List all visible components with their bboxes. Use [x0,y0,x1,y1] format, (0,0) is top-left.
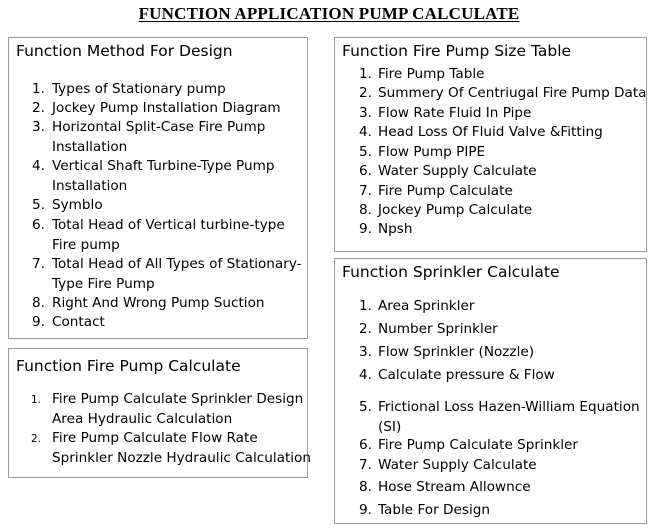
sprinkler-item-text: (SI) [378,418,402,435]
design-item-number: 4. [32,158,45,174]
sprinkler-item-number: 1. [359,298,372,314]
fire-calc-item-text: Sprinkler Nozzle Hydraulic Calculation [52,449,311,466]
design-item-text: Right And Wrong Pump Suction [52,295,265,311]
sprinkler-item-number: 9. [359,502,372,518]
size-table-item-number: 5. [359,144,372,160]
design-item-text: Symblo [52,197,103,213]
design-item-number: 8. [32,295,45,311]
design-item-number: 7. [32,256,45,272]
page-title: FUNCTION APPLICATION PUMP CALCULATE [138,4,520,23]
fire-calc-item-text: Fire Pump Calculate Flow Rate [52,430,258,446]
size-table-item-text: Flow Rate Fluid In Pipe [378,105,532,121]
fire-calc-item-number: 1. [30,394,41,406]
size-table-item-text: Water Supply Calculate [378,163,537,179]
fire-calc-item-text: Area Hydraulic Calculation [52,410,233,427]
design-item-text: Fire pump [52,236,120,253]
size-table-item-number: 4. [359,124,372,140]
size-table-item-number: 6. [359,163,372,179]
fire-calc-item-text: Fire Pump Calculate Sprinkler Design [52,391,304,407]
size-table-item-number: 2. [359,85,372,101]
size-table-item-text: Fire Pump Table [378,66,485,82]
sprinkler-item-number: 7. [359,457,372,473]
size-box-title: Function Fire Pump Size Table [342,42,572,60]
size-table-item-number: 3. [359,105,372,121]
design-item-text: Type Fire Pump [52,275,155,292]
sprinkler-item-number: 5. [359,399,372,415]
sprinkler-item-text: Calculate pressure & Flow [378,367,555,383]
sprinkler-item-number: 8. [359,479,372,495]
size-table-item-text: Fire Pump Calculate [378,183,513,199]
size-table-item-number: 9. [359,221,372,237]
size-box [334,37,647,252]
sprinkler-item-number: 4. [359,367,372,383]
fire-calc-box-title: Function Fire Pump Calculate [16,357,241,375]
sprinkler-item-text: Water Supply Calculate [378,457,537,473]
size-table-item-text: Jockey Pump Calculate [378,202,533,218]
fire-calc-item-number: 2. [30,433,41,445]
sprinkler-item-text: Area Sprinkler [378,298,475,314]
sprinkler-item-number: 3. [359,344,372,360]
size-table-item-number: 7. [359,183,372,199]
fire-calc-box [8,348,311,478]
sprinkler-item-text: Hose Stream Allownce [378,479,531,495]
sprinkler-item-text: Frictional Loss Hazen-William Equation [378,399,640,415]
sprinkler-item-text: Flow Sprinkler (Nozzle) [378,344,535,360]
design-item-text: Total Head of Vertical turbine-type [52,217,285,233]
design-item-number: 2. [32,100,45,116]
sprinkler-box [334,258,647,524]
design-item-number: 3. [32,119,45,135]
sprinkler-item-number: 6. [359,437,372,453]
size-table-item-text: Flow Pump PIPE [378,144,486,160]
design-item-text: Contact [52,314,105,330]
design-item-text: Types of Stationary pump [52,81,226,97]
design-item-text: Horizontal Split-Case Fire Pump [52,119,266,135]
design-box-title: Function Method For Design [16,42,233,60]
design-box [8,37,308,339]
size-table-item-text: Npsh [378,221,413,237]
design-item-text: Installation [52,138,128,155]
design-item-number: 9. [32,314,45,330]
size-table-item-number: 1. [359,66,372,82]
design-item-number: 6. [32,217,45,233]
size-table-item-text: Summery Of Centriugal Fire Pump Data [378,85,647,101]
design-item-number: 5. [32,197,45,213]
size-table-item-text: Head Loss Of Fluid Valve &Fitting [378,124,603,140]
sprinkler-box-title: Function Sprinkler Calculate [342,263,560,281]
design-item-text: Installation [52,177,128,194]
size-table-item-number: 8. [359,202,372,218]
design-item-text: Total Head of All Types of Stationary- [52,256,302,272]
sprinkler-item-number: 2. [359,321,372,337]
design-item-text: Vertical Shaft Turbine-Type Pump [52,158,275,174]
sprinkler-item-text: Number Sprinkler [378,321,498,337]
sprinkler-item-text: Table For Design [378,502,490,518]
design-item-text: Jockey Pump Installation Diagram [52,100,281,116]
sprinkler-item-text: Fire Pump Calculate Sprinkler [378,437,578,453]
design-item-number: 1. [32,81,45,97]
